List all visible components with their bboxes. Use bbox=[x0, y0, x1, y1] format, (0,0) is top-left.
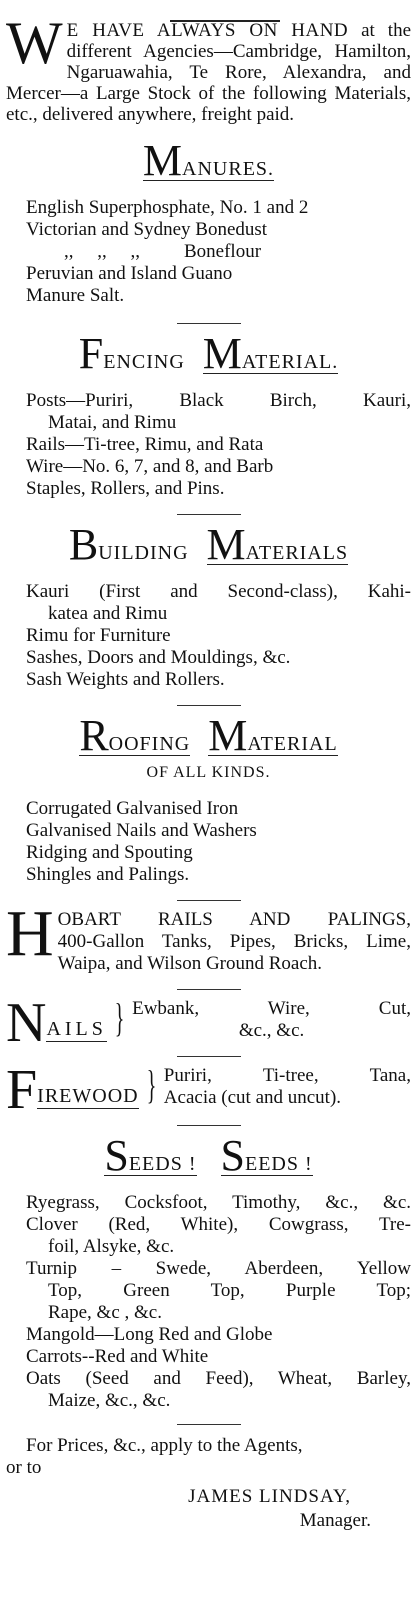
hobart-dropcap: H bbox=[6, 897, 54, 970]
roofing-list bbox=[6, 798, 411, 886]
signature bbox=[6, 1485, 411, 1533]
hobart-text: 400-Gallon Tanks, Pipes, Bricks, Lime, Waipa, and Wilson Ground Roach. bbox=[57, 931, 411, 974]
footer bbox=[6, 1435, 411, 1479]
list-item-continuation: Matai, and Rimu bbox=[48, 412, 177, 433]
divider bbox=[177, 900, 241, 901]
roofing-subheading: OF ALL KINDS. bbox=[146, 764, 271, 781]
list-item: Kauri (First and Second-class), Kahi- bbox=[26, 581, 411, 602]
list-item: Staples, Rollers, and Pins. bbox=[26, 478, 225, 499]
divider bbox=[177, 323, 241, 324]
list-item-continuation: Top, Green Top, Purple Top; bbox=[48, 1280, 411, 1301]
list-item: Ryegrass, Cocksfoot, Timothy, &c., &c. bbox=[26, 1192, 411, 1213]
footer-apply-line: For Prices, &c., apply to the Agents, bbox=[26, 1435, 303, 1456]
list-item-continuation: Rape, &c , &c. bbox=[48, 1302, 162, 1323]
list-item: Rimu for Furniture bbox=[26, 625, 171, 646]
advertisement bbox=[0, 10, 417, 1602]
firewood-heading: F IREWOOD bbox=[6, 1059, 139, 1121]
list-item: Sashes, Doors and Mouldings, &c. bbox=[26, 647, 291, 668]
signature-name: JAMES LINDSAY, bbox=[188, 1486, 351, 1507]
list-item: Oats (Seed and Feed), Wheat, Barley, bbox=[26, 1368, 411, 1389]
list-item: Rails—Ti-tree, Rimu, and Rata bbox=[26, 434, 264, 455]
building-list bbox=[6, 581, 411, 691]
divider bbox=[177, 1056, 241, 1057]
manures-list bbox=[6, 197, 411, 307]
divider bbox=[177, 989, 241, 990]
top-rule bbox=[170, 20, 280, 22]
list-item: Corrugated Galvanised Iron bbox=[26, 798, 239, 819]
list-item: Sash Weights and Rollers. bbox=[26, 669, 225, 690]
list-item: English Superphosphate, No. 1 and 2 bbox=[26, 197, 309, 218]
list-item: Carrots--Red and White bbox=[26, 1346, 209, 1367]
fencing-list bbox=[6, 390, 411, 500]
firewood-row bbox=[6, 1059, 411, 1121]
list-item: Ridging and Spouting bbox=[26, 842, 193, 863]
brace-icon: } bbox=[146, 1062, 156, 1107]
list-item: Galvanised Nails and Washers bbox=[26, 820, 257, 841]
building-heading: BUILDING MATERIALS bbox=[68, 520, 349, 569]
list-item: Turnip – Swede, Aberdeen, Yellow bbox=[26, 1258, 411, 1279]
manures-heading: MANURES. bbox=[142, 136, 275, 185]
list-item: Posts—Puriri, Black Birch, Kauri, bbox=[26, 390, 411, 411]
divider bbox=[177, 514, 241, 515]
list-item-continuation: Maize, &c., &c. bbox=[48, 1390, 171, 1411]
divider bbox=[177, 1125, 241, 1126]
nails-details: Ewbank, Wire, Cut, &c., &c. bbox=[132, 998, 411, 1041]
list-item: Clover (Red, White), Cowgrass, Tre- bbox=[26, 1214, 411, 1235]
divider bbox=[177, 1424, 241, 1425]
list-item: Victorian and Sydney Bonedust bbox=[26, 219, 268, 240]
list-item: Manure Salt. bbox=[26, 285, 125, 306]
list-item: Shingles and Palings. bbox=[26, 864, 190, 885]
brace-icon: } bbox=[114, 995, 125, 1040]
intro-text: at the different Agencies—Cambridge, Hamilton, Ngaruawahia, Te Rore, Alexandra, and Mercer—a Large Stock of the following Materials, etc., delivered anywhere, freight paid. bbox=[6, 20, 411, 125]
nails-row bbox=[6, 992, 411, 1054]
list-item: Mangold—Long Red and Globe bbox=[26, 1324, 273, 1345]
divider bbox=[177, 705, 241, 706]
fencing-heading: FENCING MATERIAL. bbox=[78, 329, 339, 378]
seeds-list bbox=[6, 1192, 411, 1412]
roofing-heading: ROOFING MATERIAL bbox=[79, 711, 338, 760]
hobart-paragraph bbox=[6, 897, 411, 975]
list-item: ,, ,, ,, Boneflour bbox=[64, 241, 262, 262]
ditto-marks: ,, ,, ,, bbox=[64, 241, 140, 262]
hobart-first-line: OBART RAILS AND PALINGS, bbox=[57, 909, 411, 930]
list-item-continuation: katea and Rimu bbox=[48, 603, 168, 624]
intro-first-line: E HAVE ALWAYS ON HAND bbox=[66, 20, 349, 41]
intro-paragraph bbox=[6, 10, 411, 125]
list-item: Peruvian and Island Guano bbox=[26, 263, 233, 284]
intro-dropcap: W bbox=[6, 10, 63, 76]
seeds-heading: SEEDS ! SEEDS ! bbox=[104, 1131, 313, 1180]
list-item: Wire—No. 6, 7, and 8, and Barb bbox=[26, 456, 274, 477]
list-item-continuation: foil, Alsyke, &c. bbox=[48, 1236, 175, 1257]
signature-title: Manager. bbox=[299, 1510, 371, 1531]
footer-or-to: or to bbox=[6, 1457, 42, 1478]
nails-heading: N AILS bbox=[6, 992, 107, 1054]
firewood-details: Puriri, Ti-tree, Tana, Acacia (cut and uncut). bbox=[163, 1065, 411, 1108]
